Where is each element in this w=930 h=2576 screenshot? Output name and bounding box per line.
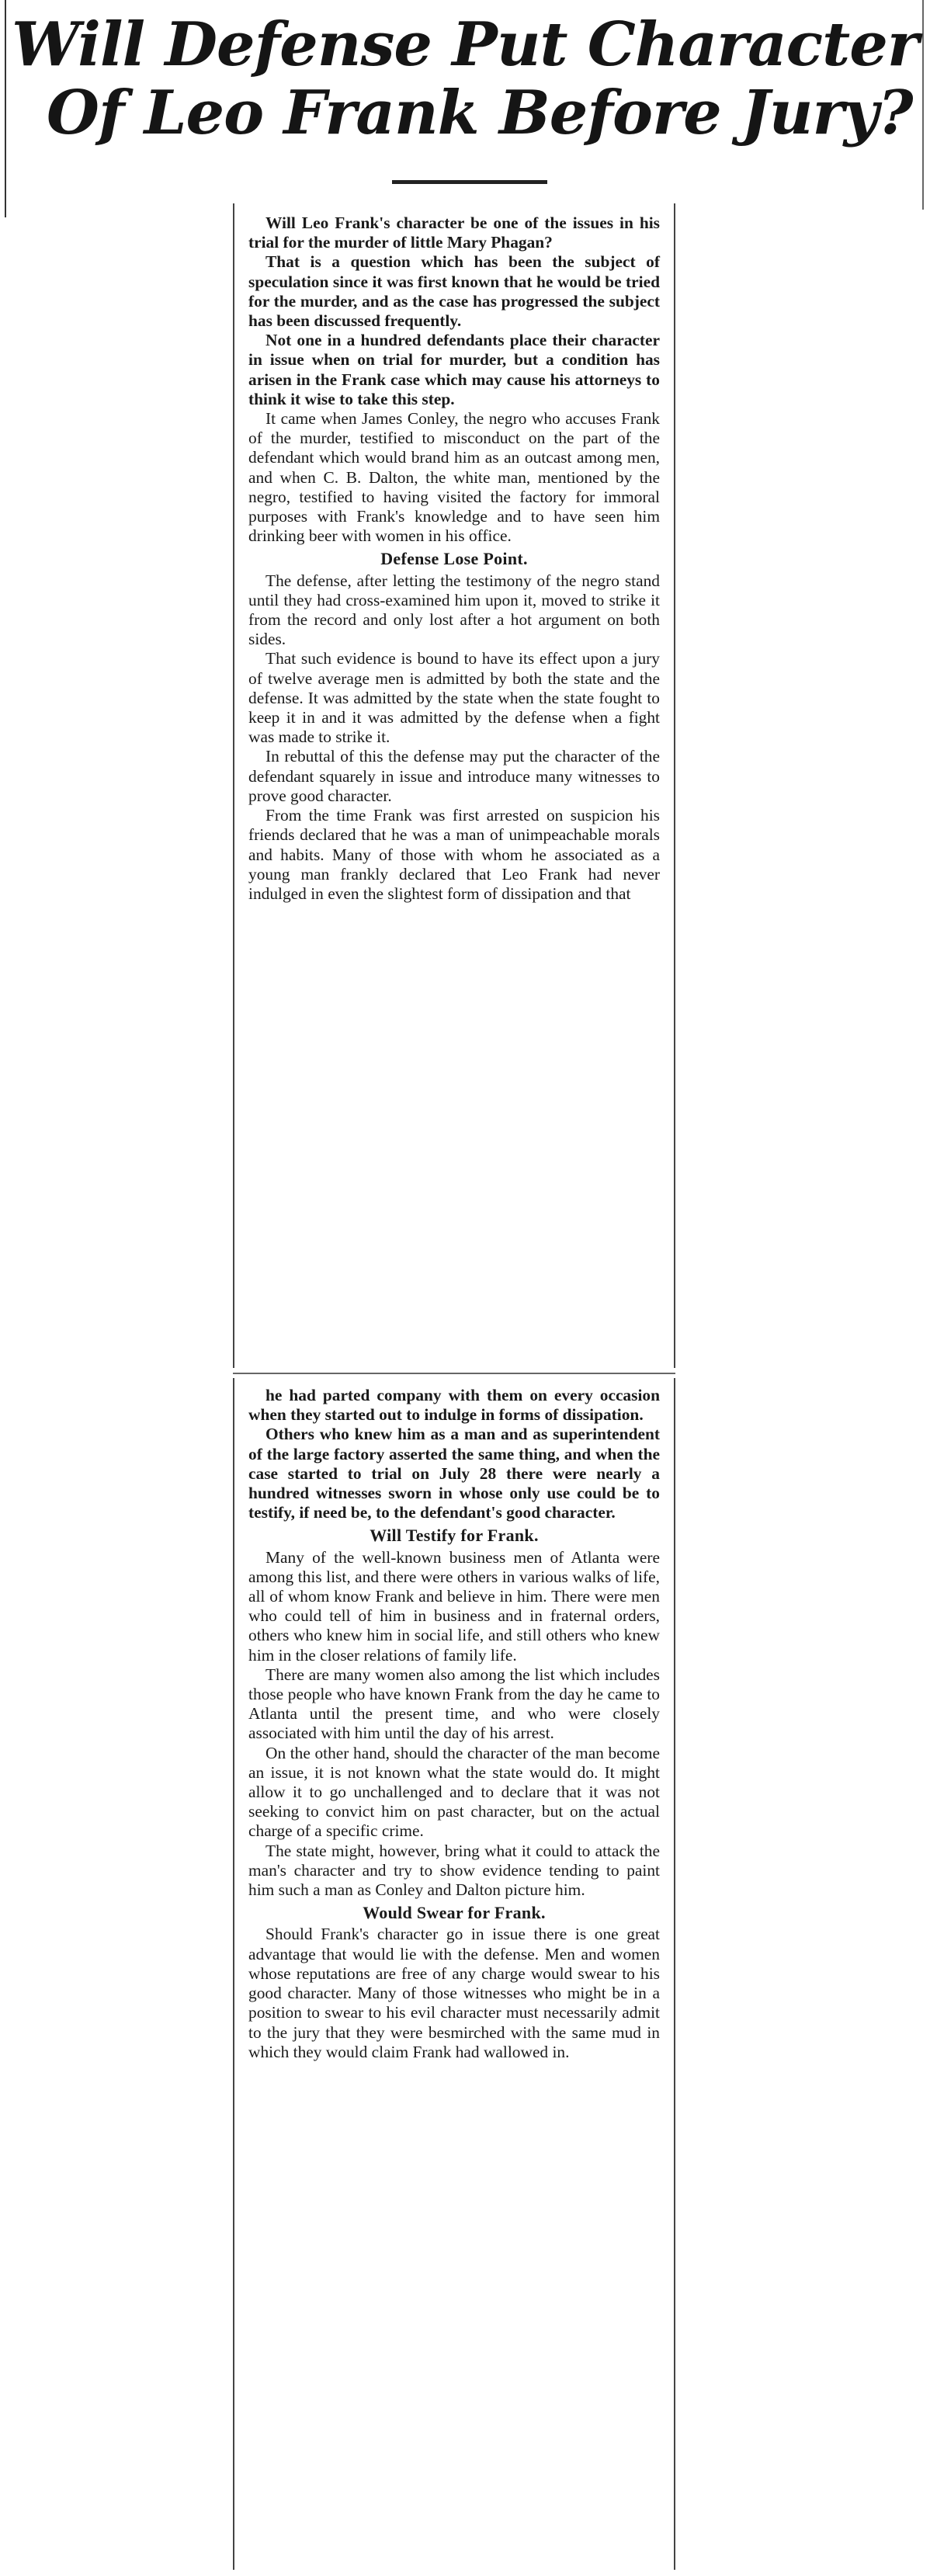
- article-column-part-2: [233, 1386, 675, 2062]
- article-paragraph: The state might, however, bring what it could to attack the man's character and try to show evidence tending to paint him such a man as Conley and Dalton picture him.: [248, 1841, 660, 1900]
- article-paragraph: From the time Frank was first arrested on suspicion his friends declared that he was a man of unimpeachable morals and habits. Many of those with whom he associated as a young man frankly declared that Leo Frank had never indulged in even the slightest form of dissipation and that: [248, 806, 660, 903]
- headline-line-1: Will Defense Put Character: [12, 9, 918, 80]
- headline-line-2: Of Leo Frank Before Jury?: [47, 78, 913, 148]
- article-paragraph: Others who knew him as a man and as superintendent of the large factory asserted the same thing, and when the case started to trial on July 28 there were nearly a hundred witnesses sworn in whose only use could be to testify, if need be, to the defendant's good character.: [248, 1425, 660, 1522]
- article-paragraph: Will Leo Frank's character be one of the issues in his trial for the murder of little Mary Phagan?: [248, 214, 660, 252]
- article-paragraph: Many of the well-known business men of Atlanta were among this list, and there were others in various walks of life, all of whom know Frank and believe in him. There were men who could tell of him in business and in fraternal orders, others who knew him in social life, and still others who knew him in the closer relations of family life.: [248, 1547, 660, 1665]
- article-paragraph: The defense, after letting the testimony of the negro stand until they had cross-examined him upon it, moved to strike it from the record and only lost after a hot argument on both sides.: [248, 571, 660, 649]
- article-paragraph: That is a question which has been the subject of speculation since it was first known that he would be tried for the murder, and as the case has progressed the subject has been discussed frequently.: [248, 252, 660, 331]
- column-segment-break: [233, 1373, 675, 1374]
- article-paragraph: Not one in a hundred defendants place their character in issue when on trial for murder, but a condition has arisen in the Frank case which may cause his attorneys to think it wise to take this step.: [248, 331, 660, 408]
- article-paragraph: Should Frank's character go in issue there is one great advantage that would lie with the defense. Men and women whose reputations are free of any charge would swear to his good character. Many of those witnesses who might be in a position to swear to his evil character must necessarily admit to the jury that they were besmirched with the same mud in which they would claim Frank had wallowed in.: [248, 1925, 660, 2061]
- article-paragraph: It came when James Conley, the negro who accuses Frank of the murder, testified to misconduct on the part of the defendant which would brand him as an outcast among men, and when C. B. Dalton, the white man, mentioned by the negro, testified to having visited the factory for immoral purposes with Frank's knowledge and to have seen him drinking beer with women in his office.: [248, 409, 660, 546]
- article-paragraph: There are many women also among the list which includes those people who have known Frank from the day he came to Atlanta until the present time, and who were closely associated with him until the day of his arrest.: [248, 1665, 660, 1743]
- subheading: Would Swear for Frank.: [363, 1903, 546, 1923]
- article-paragraph: In rebuttal of this the defense may put the character of the defendant squarely in issue and introduce many witnesses to prove good character.: [248, 747, 660, 805]
- article-paragraph: he had parted company with them on every occasion when they started out to indulge in forms of dissipation.: [248, 1386, 660, 1425]
- article-column-part-1: [233, 214, 675, 904]
- article-paragraph: On the other hand, should the character of the man become an issue, it is not known what the state would do. It might allow it to go unchallenged and to declare that it was not seeking to convict him on past character, but on the actual charge of a specific crime.: [248, 1743, 660, 1841]
- subheading: Defense Lose Point.: [380, 549, 528, 569]
- article-paragraph: That such evidence is bound to have its effect upon a jury of twelve average men is admitted by both the state and the defense. It was admitted by the state when the state fought to keep it in and it was admitted by the defense when a fight was made to strike it.: [248, 649, 660, 747]
- subheading: Will Testify for Frank.: [370, 1526, 539, 1546]
- headline-divider: [392, 180, 547, 184]
